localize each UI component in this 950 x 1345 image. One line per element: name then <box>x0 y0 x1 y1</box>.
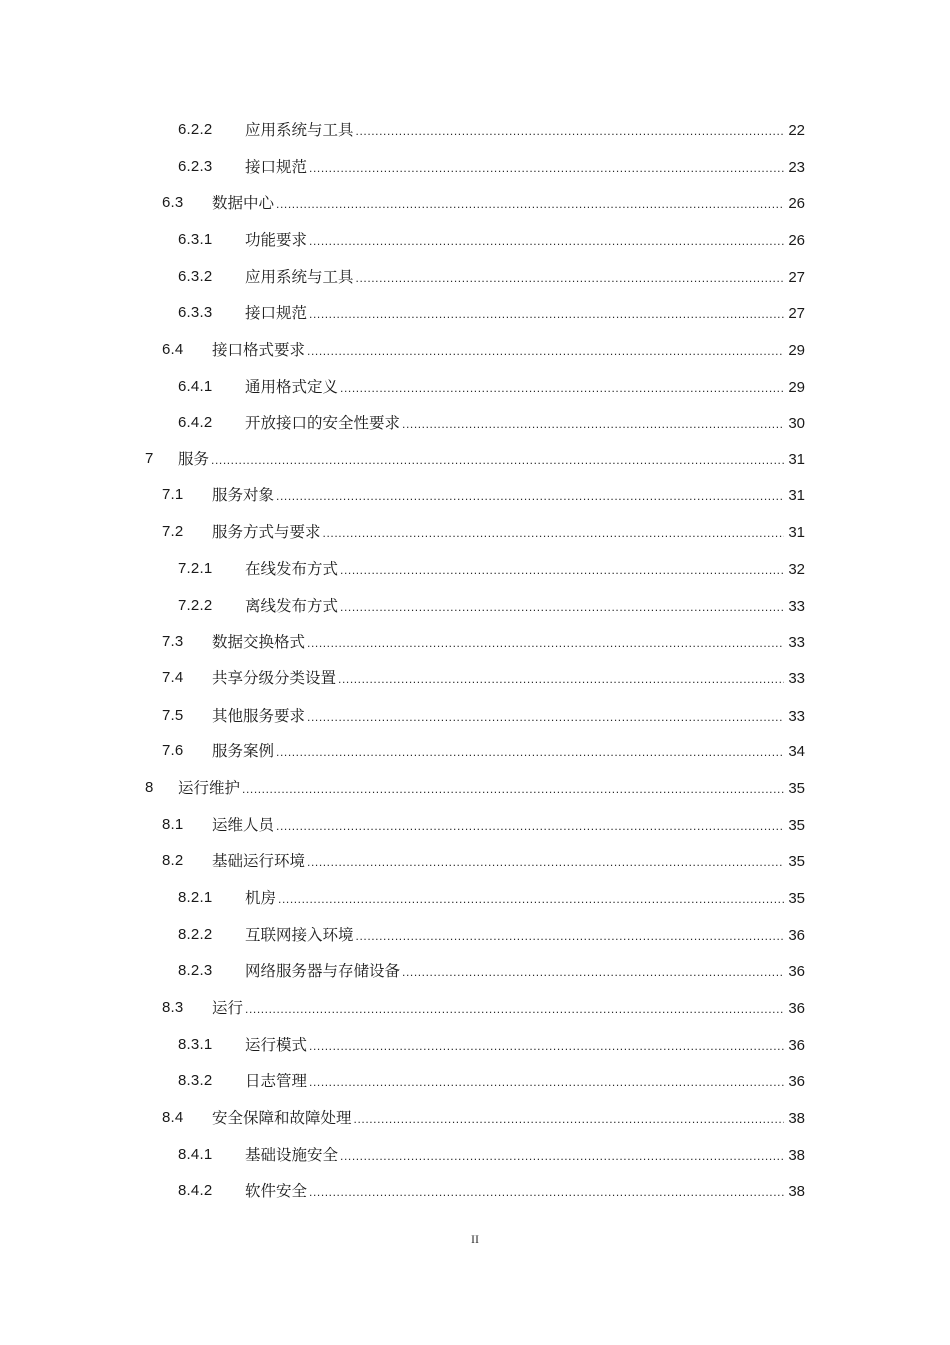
toc-entry-title: 数据中心 <box>212 194 275 212</box>
toc-entry-number: 8.2.3 <box>178 962 213 979</box>
toc-entry-number: 7.1 <box>162 486 184 503</box>
toc-entry-number: 7.2 <box>162 523 184 540</box>
toc-entry-page: 31 <box>788 524 805 541</box>
toc-entry-title: 接口规范 <box>245 304 308 322</box>
toc-entry-title: 应用系统与工具 <box>245 268 354 286</box>
dot-leader <box>309 1070 784 1094</box>
toc-entry[interactable] <box>0 447 950 471</box>
toc-entry-title: 网络服务器与存储设备 <box>245 962 401 980</box>
toc-entry-line <box>245 301 805 326</box>
toc-entry-line <box>178 447 805 472</box>
toc-entry-title: 安全保障和故障处理 <box>212 1109 352 1127</box>
toc-entry-title: 软件安全 <box>245 1182 308 1200</box>
toc-entry-number: 6.4.1 <box>178 378 213 395</box>
toc-entry-title: 日志管理 <box>245 1072 308 1090</box>
dot-leader <box>340 1144 784 1168</box>
toc-entry-number: 6.4.2 <box>178 414 213 431</box>
dot-leader <box>307 705 784 729</box>
toc-entry-page: 27 <box>788 269 805 286</box>
page-number: II <box>471 1232 479 1246</box>
toc-entry-number: 7.3 <box>162 633 184 650</box>
toc-entry-page: 29 <box>788 342 805 359</box>
toc-entry[interactable] <box>0 666 950 690</box>
dot-leader <box>276 192 784 216</box>
toc-entry[interactable] <box>0 739 950 763</box>
toc-entry-number: 7.4 <box>162 669 184 686</box>
toc-entry-page: 38 <box>788 1110 805 1127</box>
toc-entry[interactable] <box>0 813 950 837</box>
toc-entry-line <box>212 520 805 545</box>
toc-entry-title: 其他服务要求 <box>212 707 306 725</box>
toc-entry-line <box>245 923 805 948</box>
toc-entry[interactable] <box>0 630 950 654</box>
toc-entry-title: 共享分级分类设置 <box>212 669 337 687</box>
toc-entry-number: 6.3.2 <box>178 268 213 285</box>
toc-entry[interactable] <box>0 704 950 728</box>
toc-entry[interactable] <box>0 1106 950 1130</box>
dot-leader <box>356 266 784 290</box>
toc-entry-line <box>245 411 805 436</box>
toc-entry-line <box>245 265 805 290</box>
toc-entry-number: 8 <box>145 779 154 796</box>
toc-entry[interactable] <box>0 776 950 800</box>
toc-entry-title: 机房 <box>245 889 277 907</box>
dot-leader <box>278 887 784 911</box>
toc-entry[interactable] <box>0 557 950 581</box>
toc-entry-page: 35 <box>788 780 805 797</box>
toc-entry-line <box>212 849 805 874</box>
toc-entry-page: 29 <box>788 379 805 396</box>
toc-entry-title: 接口格式要求 <box>212 341 306 359</box>
toc-entry-title: 服务案例 <box>212 742 275 760</box>
toc-entry[interactable] <box>0 265 950 289</box>
toc-entry-number: 8.1 <box>162 816 184 833</box>
toc-entry-page: 36 <box>788 1073 805 1090</box>
dot-leader <box>309 229 784 253</box>
toc-entry[interactable] <box>0 1143 950 1167</box>
toc-entry-title: 基础设施安全 <box>245 1146 339 1164</box>
toc-entry-line <box>212 996 805 1021</box>
dot-leader <box>338 667 784 691</box>
dot-leader <box>242 777 784 801</box>
toc-entry-title: 通用格式定义 <box>245 378 339 396</box>
toc-entry-number: 8.2.1 <box>178 889 213 906</box>
toc-entry-line <box>245 375 805 400</box>
toc-entry-line <box>245 1143 805 1168</box>
dot-leader <box>307 850 784 874</box>
toc-entry-number: 7 <box>145 450 154 467</box>
toc-entry-page: 36 <box>788 1000 805 1017</box>
dot-leader <box>309 156 784 180</box>
toc-entry-number: 7.2.1 <box>178 560 213 577</box>
toc-entry-number: 6.2.2 <box>178 121 213 138</box>
toc-entry-line <box>245 594 805 619</box>
toc-entry-number: 8.3.2 <box>178 1072 213 1089</box>
toc-entry-line <box>245 118 805 143</box>
toc-entry-page: 35 <box>788 890 805 907</box>
toc-entry-line <box>212 813 805 838</box>
toc-entry-title: 在线发布方式 <box>245 560 339 578</box>
toc-entry-page: 33 <box>788 670 805 687</box>
toc-entry[interactable] <box>0 923 950 947</box>
dot-leader <box>276 484 784 508</box>
toc-entry-page: 26 <box>788 232 805 249</box>
toc-entry-page: 31 <box>788 451 805 468</box>
toc-entry[interactable] <box>0 1033 950 1057</box>
toc-entry-title: 基础运行环境 <box>212 852 306 870</box>
toc-entry[interactable] <box>0 1069 950 1093</box>
toc-entry-number: 8.4.2 <box>178 1182 213 1199</box>
toc-entry[interactable] <box>0 520 950 544</box>
toc-entry[interactable] <box>0 228 950 252</box>
toc-entry[interactable] <box>0 375 950 399</box>
toc-entry-title: 服务对象 <box>212 486 275 504</box>
toc-entry-page: 38 <box>788 1147 805 1164</box>
toc-entry-line <box>212 338 805 363</box>
toc-entry[interactable] <box>0 118 950 142</box>
toc-entry-line <box>178 776 805 801</box>
dot-leader <box>276 740 784 764</box>
toc-entry-title: 数据交换格式 <box>212 633 306 651</box>
toc-entry-number: 6.3.3 <box>178 304 213 321</box>
toc-entry-number: 6.3 <box>162 194 184 211</box>
dot-leader <box>354 1107 784 1131</box>
toc-entry-title: 功能要求 <box>245 231 308 249</box>
toc-entry-number: 7.6 <box>162 742 184 759</box>
dot-leader <box>402 412 784 436</box>
toc-entry-line <box>212 1106 805 1131</box>
toc-entry[interactable] <box>0 1179 950 1203</box>
dot-leader <box>340 595 784 619</box>
toc-entry-line <box>212 739 805 764</box>
toc-entry[interactable] <box>0 301 950 325</box>
dot-leader <box>340 558 784 582</box>
toc-entry-number: 8.2.2 <box>178 926 213 943</box>
toc-entry-page: 32 <box>788 561 805 578</box>
toc-entry-title: 开放接口的安全性要求 <box>245 414 401 432</box>
dot-leader <box>356 924 784 948</box>
toc-entry-page: 34 <box>788 743 805 760</box>
toc-entry-title: 应用系统与工具 <box>245 121 354 139</box>
dot-leader <box>307 339 784 363</box>
toc-entry-page: 36 <box>788 927 805 944</box>
toc-entry-line <box>212 666 805 691</box>
toc-entry[interactable] <box>0 483 950 507</box>
toc-entry-line <box>245 1179 805 1204</box>
dot-leader <box>323 521 784 545</box>
toc-entry-number: 7.2.2 <box>178 597 213 614</box>
dot-leader <box>340 376 784 400</box>
toc-entry[interactable] <box>0 849 950 873</box>
toc-entry-number: 8.3.1 <box>178 1036 213 1053</box>
dot-leader <box>356 119 784 143</box>
toc-entry-page: 36 <box>788 1037 805 1054</box>
toc-entry[interactable] <box>0 996 950 1020</box>
dot-leader <box>402 960 784 984</box>
toc-entry-title: 离线发布方式 <box>245 597 339 615</box>
toc-entry-title: 接口规范 <box>245 158 308 176</box>
toc-entry-page: 26 <box>788 195 805 212</box>
toc-entry-page: 31 <box>788 487 805 504</box>
toc-entry-page: 27 <box>788 305 805 322</box>
toc-entry-page: 38 <box>788 1183 805 1200</box>
toc-entry-page: 33 <box>788 598 805 615</box>
toc-entry-title: 服务 <box>178 450 210 468</box>
toc-entry-number: 8.4.1 <box>178 1146 213 1163</box>
toc-entry-line <box>245 228 805 253</box>
toc-entry-line <box>245 155 805 180</box>
toc-entry-page: 33 <box>788 708 805 725</box>
toc-entry[interactable] <box>0 155 950 179</box>
toc-entry-page: 36 <box>788 963 805 980</box>
toc-entry-line <box>212 704 805 729</box>
toc-entry-number: 8.2 <box>162 852 184 869</box>
toc-entry-page: 23 <box>788 159 805 176</box>
dot-leader <box>309 1180 784 1204</box>
toc-entry-line <box>245 557 805 582</box>
toc-entry[interactable] <box>0 338 950 362</box>
toc-entry-title: 互联网接入环境 <box>245 926 354 944</box>
toc-entry[interactable] <box>0 191 950 215</box>
toc-entry-number: 6.4 <box>162 341 184 358</box>
toc-entry-page: 35 <box>788 817 805 834</box>
toc-entry-title: 运维人员 <box>212 816 275 834</box>
toc-entry-number: 6.2.3 <box>178 158 213 175</box>
toc-entry-line <box>245 886 805 911</box>
toc-entry-number: 8.4 <box>162 1109 184 1126</box>
toc-entry-line <box>245 959 805 984</box>
toc-entry-title: 运行 <box>212 999 244 1017</box>
toc-entry-title: 运行模式 <box>245 1036 308 1054</box>
toc-entry-line <box>212 191 805 216</box>
dot-leader <box>309 302 784 326</box>
dot-leader <box>309 1034 784 1058</box>
toc-entry-line <box>245 1033 805 1058</box>
toc-entry-page: 35 <box>788 853 805 870</box>
toc-entry[interactable] <box>0 411 950 435</box>
toc-entry-title: 运行维护 <box>178 779 241 797</box>
dot-leader <box>276 814 784 838</box>
toc-entry-page: 22 <box>788 122 805 139</box>
toc-entry-line <box>245 1069 805 1094</box>
dot-leader <box>211 448 784 472</box>
toc-entry-number: 6.3.1 <box>178 231 213 248</box>
toc-entry-line <box>212 483 805 508</box>
dot-leader <box>245 997 784 1021</box>
toc-entry[interactable] <box>0 594 950 618</box>
toc-entry[interactable] <box>0 959 950 983</box>
toc-entry-page: 30 <box>788 415 805 432</box>
toc-entry-number: 7.5 <box>162 707 184 724</box>
toc-entry-line <box>212 630 805 655</box>
toc-entry-number: 8.3 <box>162 999 184 1016</box>
toc-entry[interactable] <box>0 886 950 910</box>
toc-entry-page: 33 <box>788 634 805 651</box>
dot-leader <box>307 631 784 655</box>
toc-entry-title: 服务方式与要求 <box>212 523 321 541</box>
